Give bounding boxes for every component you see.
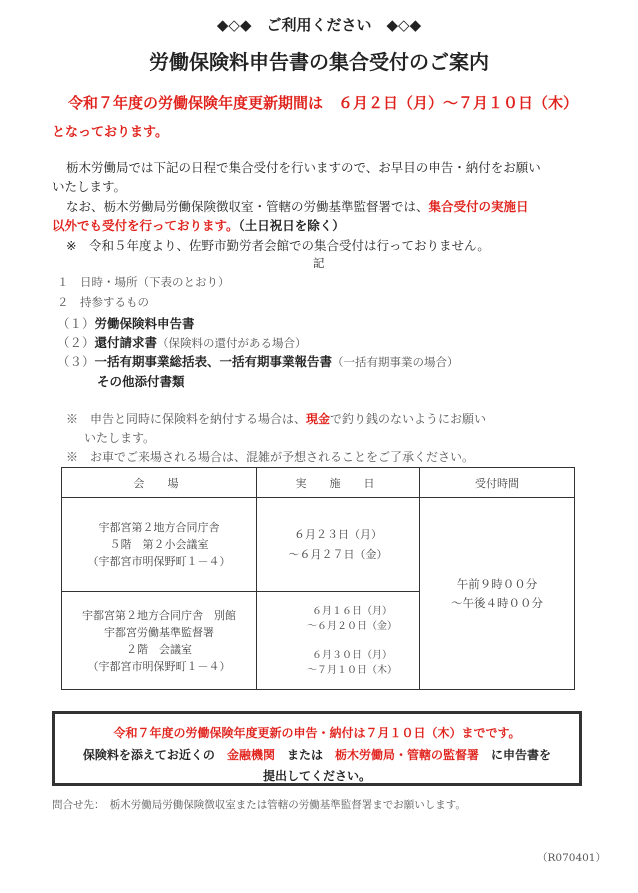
date-cell <box>257 498 420 592</box>
date-line: ６月３０日（月） <box>312 649 392 661</box>
intro-text: なお、栃木労働局労働保険徴収室・管轄の労働基準監督署では、 <box>66 199 429 214</box>
note-cash <box>66 410 486 427</box>
ki-label: 記 <box>313 256 325 270</box>
sano-note: ※ 令和５年度より、佐野市勤労者会館での集合受付は行っておりません。 <box>66 238 490 253</box>
sub-item-note: （一括有期事業の場合） <box>332 355 459 369</box>
notice-text: に申告書を <box>491 748 552 762</box>
intro-highlight-2: 以外でも受付を行っております。 <box>52 218 239 233</box>
note-text: で釣り銭のないようにお願い <box>330 412 487 426</box>
item-1: １ 日時・場所（下表のとおり） <box>57 275 230 289</box>
date-line: ６月２３日（月） <box>294 527 382 541</box>
page-title: 労働保険料申告書の集合受付のご案内 <box>149 50 489 74</box>
venue-cell <box>62 592 257 690</box>
venue-line: 宇都宮第２地方合同庁舎 <box>98 521 220 534</box>
schedule-table <box>61 467 575 690</box>
deadline-notice-line-1: 令和７年度の労働保険年度更新の申告・納付は７月１０日（木）までです。 <box>113 726 521 740</box>
venue-cell <box>62 498 257 592</box>
venue-line: （宇都宮市明保野町１－４） <box>87 659 231 673</box>
intro-holiday-note: （土日祝日を除く） <box>238 218 345 233</box>
venue-line: ５階 第２小会議室 <box>109 538 209 551</box>
sub-item-title: 還付請求書 <box>94 335 158 350</box>
column-header-hours: 受付時間 <box>420 468 575 498</box>
notice-text: または <box>286 748 323 762</box>
labor-bureau-highlight: 栃木労働局・管轄の監督署 <box>335 748 480 762</box>
sub-item-1 <box>57 314 195 332</box>
intro-line-2: いたします。 <box>52 179 127 194</box>
sub-item-number: （１） <box>57 316 95 331</box>
table-header-row <box>62 468 575 498</box>
venue-line: 宇都宮労働基準監督署 <box>104 625 214 639</box>
column-header-date: 実 施 日 <box>257 468 420 498</box>
venue-line: ２階 会議室 <box>126 642 192 656</box>
sub-item-3 <box>57 352 459 370</box>
intro-line-4 <box>52 216 345 234</box>
date-line: ～６月２７日（金） <box>288 547 388 561</box>
intro-line-3 <box>66 197 529 215</box>
hours-line: 午前９時００分 <box>456 576 538 591</box>
date-line: ～７月１０日（木） <box>307 664 397 676</box>
sub-item-title: 一括有期事業総括表、一括有期事業報告書 <box>94 354 333 369</box>
sub-item-note: （保険料の還付がある場合） <box>157 336 307 350</box>
date-line: ６月１６日（月） <box>312 605 392 617</box>
hours-cell <box>420 498 575 690</box>
column-header-venue: 会 場 <box>62 468 257 498</box>
intro-highlight: 集合受付の実施日 <box>428 199 529 214</box>
intro-line-1: 栃木労働局では下記の日程で集合受付を行いますので、お早目の申告・納付をお願い <box>66 160 541 175</box>
deadline-notice-line-3: 提出してください。 <box>262 769 371 783</box>
date-line: ～６月２０日（金） <box>307 620 397 632</box>
sub-item-number: （３） <box>57 354 95 369</box>
deadline-notice-line-2 <box>55 746 579 763</box>
venue-line: （宇都宮市明保野町１－４） <box>87 555 231 568</box>
sub-title: ◆◇◆ ご利用ください ◆◇◆ <box>216 16 422 34</box>
renewal-period: 令和７年度の労働保険年度更新期間は ６月２日（月）～７月１０日（木） <box>68 94 579 112</box>
note-text: ※ 申告と同時に保険料を納付する場合は、 <box>66 412 307 426</box>
note-car: ※ お車でご来場される場合は、混雑が予想されることをご了承ください。 <box>66 450 475 464</box>
table-row <box>62 498 575 592</box>
financial-institution-highlight: 金融機関 <box>226 748 275 762</box>
sub-item-2 <box>57 333 307 351</box>
note-cash-line-2: いたします。 <box>84 431 156 445</box>
venue-line: 宇都宮第２地方合同庁舎 別館 <box>82 608 236 622</box>
item-2: ２ 持参するもの <box>57 295 149 309</box>
contact-info: 問合せ先： 栃木労働局労働保険徴収室または管轄の労働基準監督署までお願いします。 <box>52 799 466 811</box>
note-cash-highlight: 現金 <box>306 412 331 426</box>
renewal-period-tail: となっております。 <box>52 125 168 140</box>
sub-item-4: その他添付書類 <box>97 374 185 389</box>
document-code: （R070401） <box>537 852 606 864</box>
sub-item-title: 労働保険料申告書 <box>94 316 195 331</box>
date-cell <box>257 592 420 690</box>
deadline-notice-box <box>52 711 582 786</box>
hours-line: ～午後４時００分 <box>451 595 543 610</box>
sub-item-number: （２） <box>57 335 95 350</box>
notice-text: 保険料を添えてお近くの <box>82 748 215 762</box>
